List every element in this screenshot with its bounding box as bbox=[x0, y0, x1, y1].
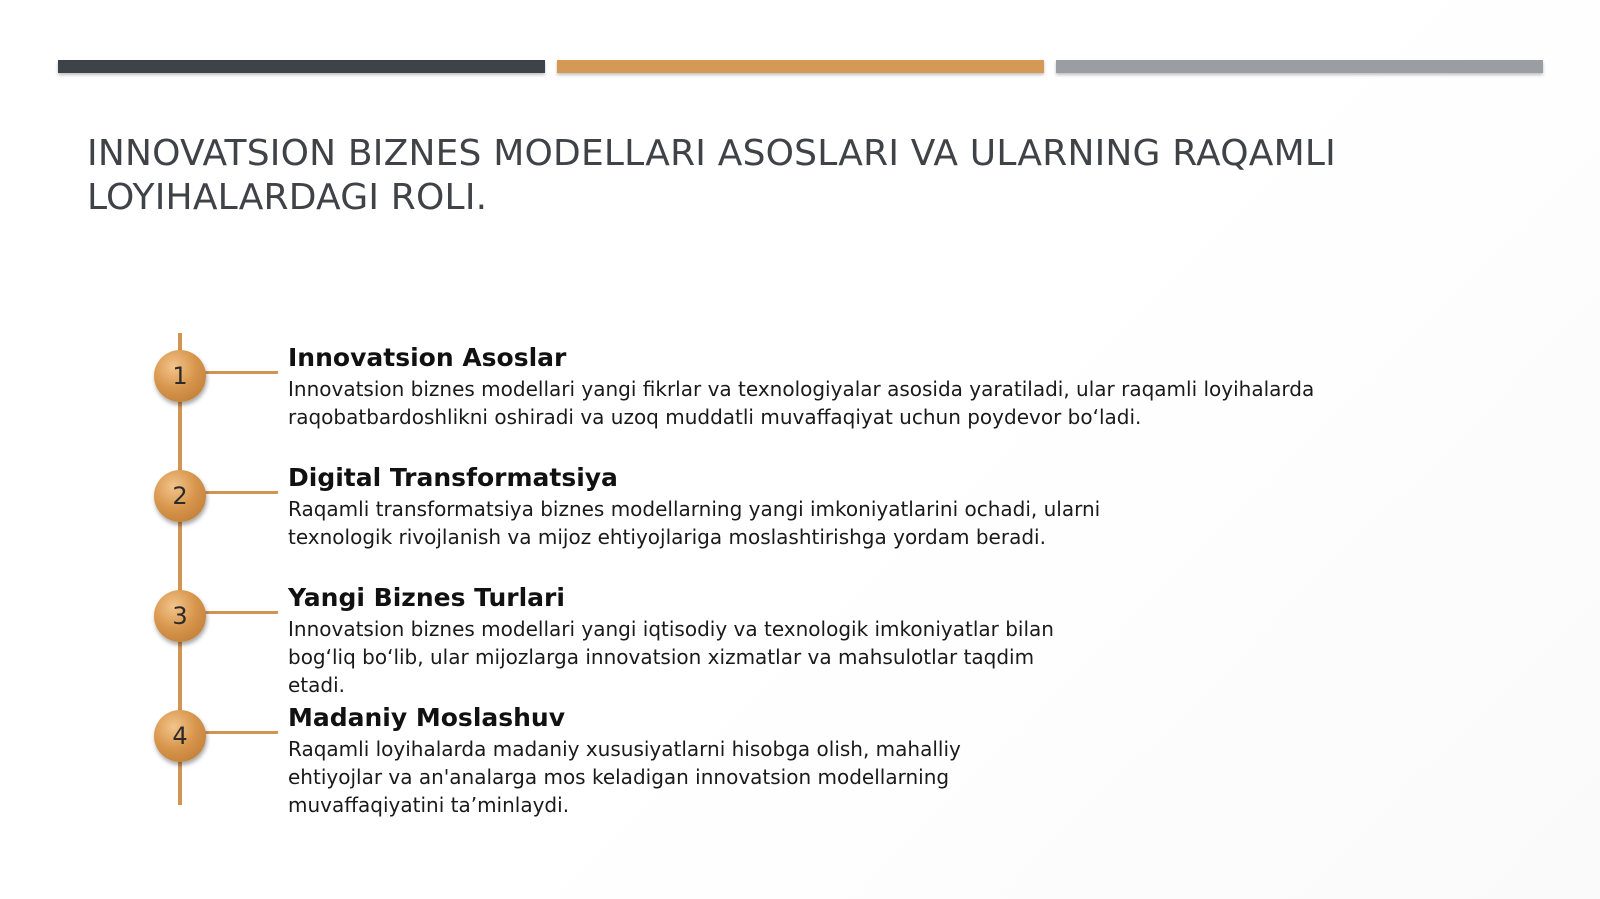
accent-bar-gray bbox=[1056, 60, 1543, 73]
timeline-connector bbox=[204, 731, 278, 734]
timeline-item-body: Innovatsion biznes modellari yangi fikrlar va texnologiyalar asosida yaratiladi, ular raqamli loyihalarda raqobatbardoshlikni oshiradi va uzoq muddatli muvaffaqiyat uchun poydevor bo‘ladi. bbox=[288, 377, 1315, 429]
timeline-item bbox=[288, 343, 1418, 431]
timeline-node-1: 1 bbox=[154, 350, 206, 402]
timeline-item-body: Raqamli transformatsiya biznes modellarning yangi imkoniyatlarini ochadi, ularni texnologik rivojlanish va mijoz ehtiyojlariga moslashtirishga yordam beradi. bbox=[288, 497, 1101, 549]
accent-bar-dark bbox=[58, 60, 545, 73]
timeline-item bbox=[288, 463, 1118, 551]
timeline-item bbox=[288, 703, 1048, 819]
timeline-item-body: Innovatsion biznes modellari yangi iqtisodiy va texnologik imkoniyatlar bilan bog‘liq bo‘lib, ular mijozlarga innovatsion xizmatlar va mahsulotlar taqdim etadi. bbox=[288, 617, 1054, 697]
timeline-item-heading: Yangi Biznes Turlari bbox=[288, 583, 565, 612]
timeline-item bbox=[288, 583, 1088, 699]
timeline-connector bbox=[204, 611, 278, 614]
timeline-item-heading: Innovatsion Asoslar bbox=[288, 343, 567, 372]
timeline-item-heading: Digital Transformatsiya bbox=[288, 463, 618, 492]
timeline-connector bbox=[204, 491, 278, 494]
accent-bar-orange bbox=[557, 60, 1044, 73]
timeline-connector bbox=[204, 371, 278, 374]
timeline-item-body: Raqamli loyihalarda madaniy xususiyatlarni hisobga olish, mahalliy ehtiyojlar va an'analarga mos keladigan innovatsion modellarning muvaffaqiyatini ta’minlaydi. bbox=[288, 737, 961, 817]
timeline-item-heading: Madaniy Moslashuv bbox=[288, 703, 566, 732]
timeline-node-2: 2 bbox=[154, 470, 206, 522]
slide-title: INNOVATSION BIZNES MODELLARI ASOSLARI VA ULARNING RAQAMLI LOYIHALARDAGI ROLI. bbox=[87, 133, 1336, 218]
timeline-node-4: 4 bbox=[154, 710, 206, 762]
timeline-node-3: 3 bbox=[154, 590, 206, 642]
